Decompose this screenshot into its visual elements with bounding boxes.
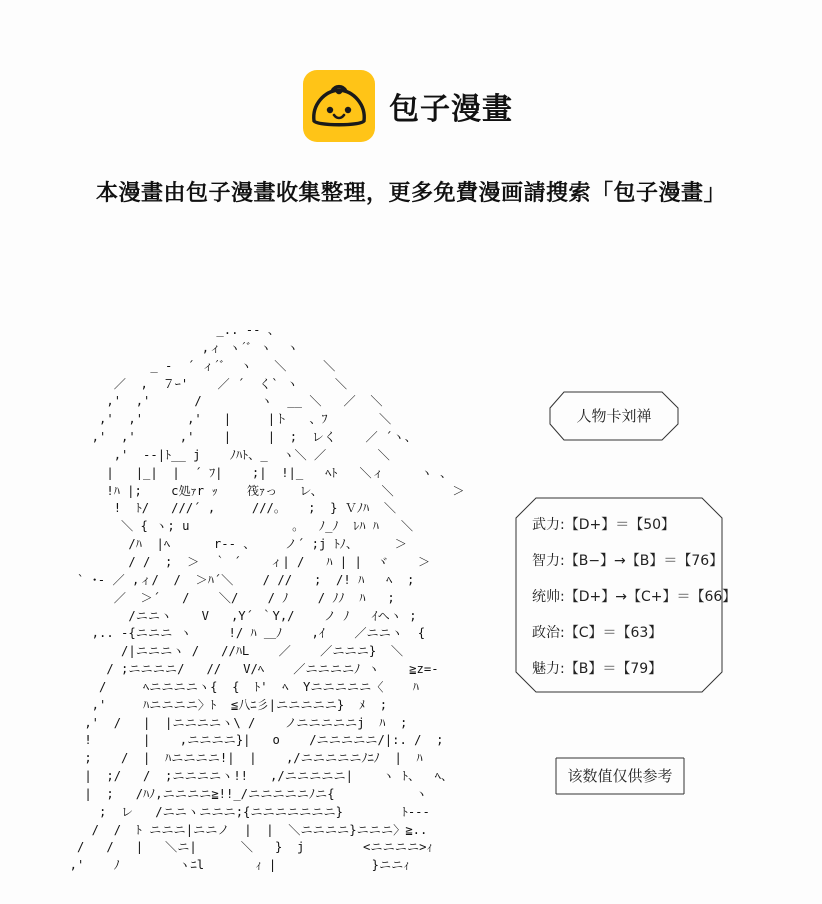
stat-label: 政治: — [532, 625, 565, 641]
character-name-card — [548, 390, 680, 442]
stat-label: 统帅: — [532, 589, 565, 605]
stat-row-intelligence — [532, 550, 723, 570]
stat-row-command — [532, 586, 736, 606]
stat-value: 【C】＝【63】 — [564, 625, 663, 641]
ascii-art-figure: _.. -‐ 、 ,ィ ヽ´ﾞ ヽ ヽ _ ‐ ´ ィ´ﾞ ヽ ＼ ＼ ／ , ７ｰ' ／ ´ く` ヽ ＼ ,' ,' / ヽ __ ＼ ／ ＼ ,' ,' ,' | |ト 、ﾌ ＼ ,' ,' ,' | | ; レく ／ ´ヽ、 ,' -‐|ﾄ__ j ﾉﾊﾄ、_ ヽ＼ ／ ＼ | |_| | ´ ﾌ| ;| !|_ ﾍﾄ ＼ィ ヽ 、 !ﾊ |; c処ｧr ｯ 筏ｧっ レ、 ＼ ＞ ! ﾄ/ ///´ , ///。 ; } Ｖﾉﾊ ＼ ＼ { ヽ; u 。 ﾉ_ﾉ ﾚﾊ ﾊ ＼ /ﾊ |ﾍ r‐‐ 、 ノ´ ;j ﾄﾉ、 ＞ / / ; ＞ ｀ ´ ィ| / ﾊ | | ヾ ＞ ` ･- ／ ,ィ/ / ＞ﾊ´＼ / // ; /! ﾊ ﾍ ; ／ ＞´ / ＼/ / ﾉ / ﾉﾉ ﾊ ; /ニニヽ V ,Y´ ｀Y,/ ノ ﾉ ｲヘヽ ; ,.. -{ニニニ ヽ !/ ﾊ ＿ﾉ ,ｲ ／ニニヽ { /|ニニニヽ / //ﾊL ／ ／ニニニ} ＼ / ;ニニニニ/ // V/ﾍ ／ニニニニﾉ ヽ ≧z=- / ﾍニニニニヽ{ { ﾄ' ﾍ Yニニニニニ〈 ﾊ ,' ﾊニニニニ〉ﾄ ≦八ﾆ彡|ニニニニニ} ﾒ ; ,' / | |ニニニニヽ\ / ノニニニニニj ﾊ ; ! | ,ニニニニ}| o /ニニニニニ/|:. / ; ; / | ﾊニニニニ!| | ,/ニニニニニﾉﾆﾉ | ﾊ | ;/ / ;ニニニニヽ!! ,/ニニニニニ| ヽ ﾄ、 ﾍ、 | ; /ﾊﾉ,ニニニニ≧!!_/ニニニニニﾉニ{ ヽ ; レ /ニニヽニニニ;{ニニニニニニニ} ﾄ‐-- / / ﾄ ニニニ|ニニノ | | ＼ニニニニ}ニニニ〉≧.. / / | ＼ニ| ＼ } j <ニニニニ>ｨ ,' ﾉ ヽﾆl ｨ | }ニニｨ — [69, 323, 465, 873]
character-name: 人物卡刘禅 — [576, 407, 652, 425]
notice-text: 本漫畫由包子漫畫收集整理，更多免費漫画請搜索「包子漫畫」 — [95, 181, 726, 206]
stat-value: 【B】＝【79】 — [564, 661, 663, 677]
stat-value: 【D+】＝【50】 — [564, 517, 676, 533]
stat-row-strength — [532, 514, 675, 534]
bun-icon — [303, 70, 375, 142]
stats-panel — [514, 496, 737, 694]
disclaimer-box — [554, 756, 686, 796]
stat-label: 魅力: — [532, 661, 565, 677]
stat-row-charisma — [532, 658, 662, 678]
stat-label: 智力: — [532, 553, 565, 569]
brand-logo[interactable] — [303, 70, 513, 142]
brand-name: 包子漫畫 — [389, 92, 513, 127]
stat-row-politics — [532, 622, 662, 642]
stat-value: 【B−】→【B】＝【76】 — [564, 553, 724, 569]
stat-value: 【D+】→【C+】＝【66】 — [564, 589, 737, 605]
disclaimer-text: 该数值仅供参考 — [567, 767, 673, 785]
stat-label: 武力: — [532, 517, 565, 533]
